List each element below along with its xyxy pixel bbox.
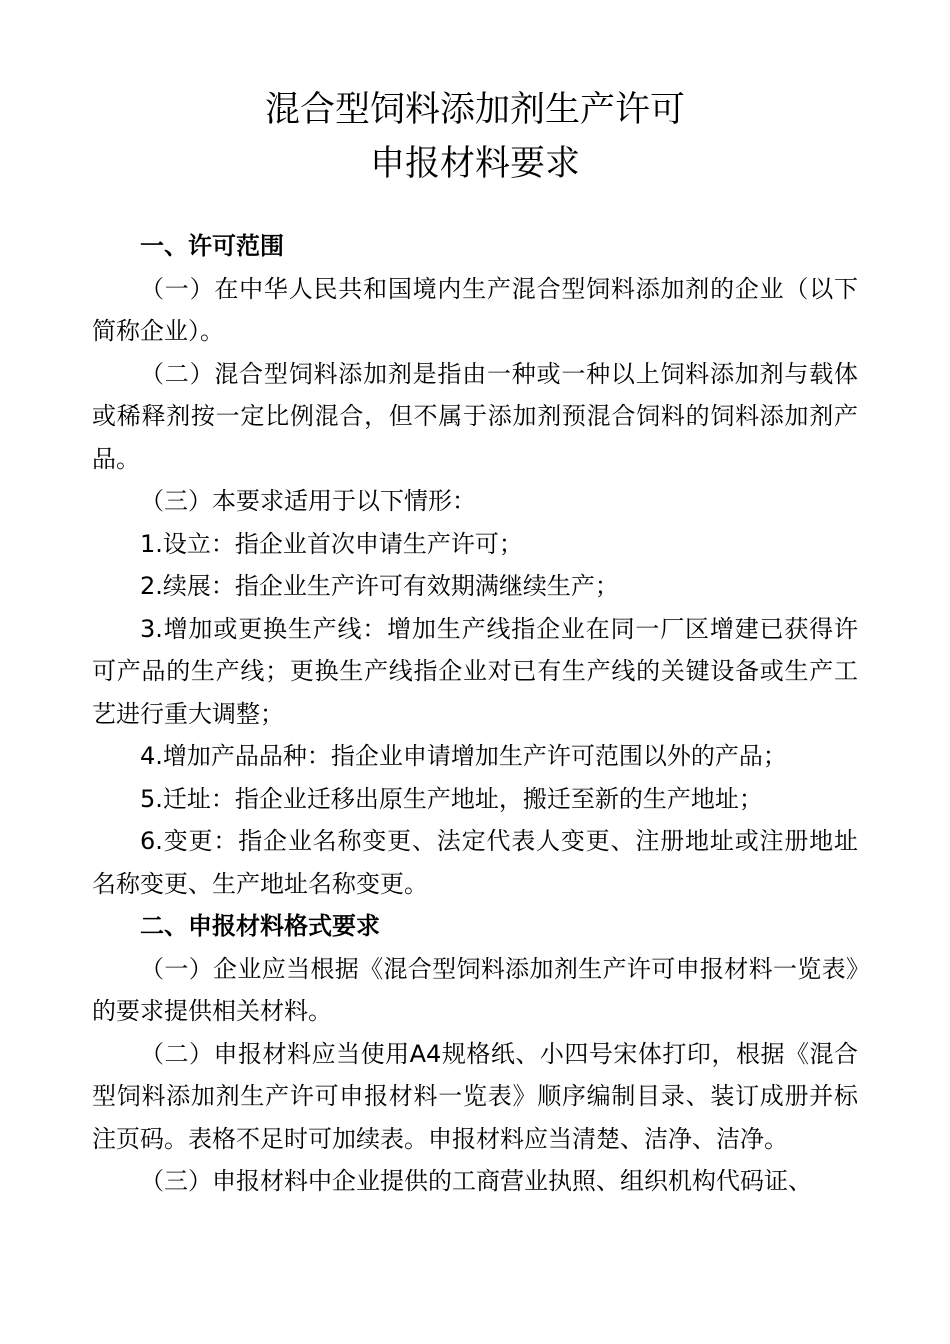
section-heading-format: 二、申报材料格式要求 [140, 912, 380, 940]
paragraph: （三）申报材料中企业提供的工商营业执照、组织机构代码证、 [140, 1167, 812, 1195]
list-item: 2.续展：指企业生产许可有效期满继续生产； [140, 572, 619, 600]
list-item: 5.迁址：指企业迁移出原生产地址，搬迁至新的生产地址； [140, 784, 763, 813]
document-title-line-1: 混合型饲料添加剂生产许可 [264, 90, 685, 130]
list-item: 6.变更：指企业名称变更、法定代表人变更、注册地址或注册地址名称变更、生产地址名称变更。 [92, 827, 858, 898]
paragraph: （二）申报材料应当使用A4规格纸、小四号宋体打印，根据《混合型饲料添加剂生产许可申报材料一览表》顺序编制目录、装订成册并标注页码。表格不足时可加续表。申报材料应当清楚、洁净、洁净。 [92, 1039, 858, 1153]
paragraph: （一）企业应当根据《混合型饲料添加剂生产许可申报材料一览表》的要求提供相关材料。 [92, 954, 858, 1025]
list-item: 3.增加或更换生产线：增加生产线指企业在同一厂区增建已获得许可产品的生产线；更换生产线指企业对已有生产线的关键设备或生产工艺进行重大调整； [92, 614, 858, 728]
section-heading-scope: 一、许可范围 [140, 232, 284, 260]
document-body [92, 225, 858, 1203]
paragraph: （二）混合型饲料添加剂是指由一种或一种以上饲料添加剂与载体或稀释剂按一定比例混合，但不属于添加剂预混合饲料的饲料添加剂产品。 [92, 359, 858, 473]
paragraph: （一）在中华人民共和国境内生产混合型饲料添加剂的企业（以下简称企业）。 [92, 274, 858, 345]
paragraph: （三）本要求适用于以下情形： [140, 487, 476, 515]
list-item: 1.设立：指企业首次申请生产许可； [140, 529, 523, 558]
document-title-line-2: 申报材料要求 [369, 144, 580, 184]
list-item: 4.增加产品品种：指企业申请增加生产许可范围以外的产品； [140, 742, 787, 770]
